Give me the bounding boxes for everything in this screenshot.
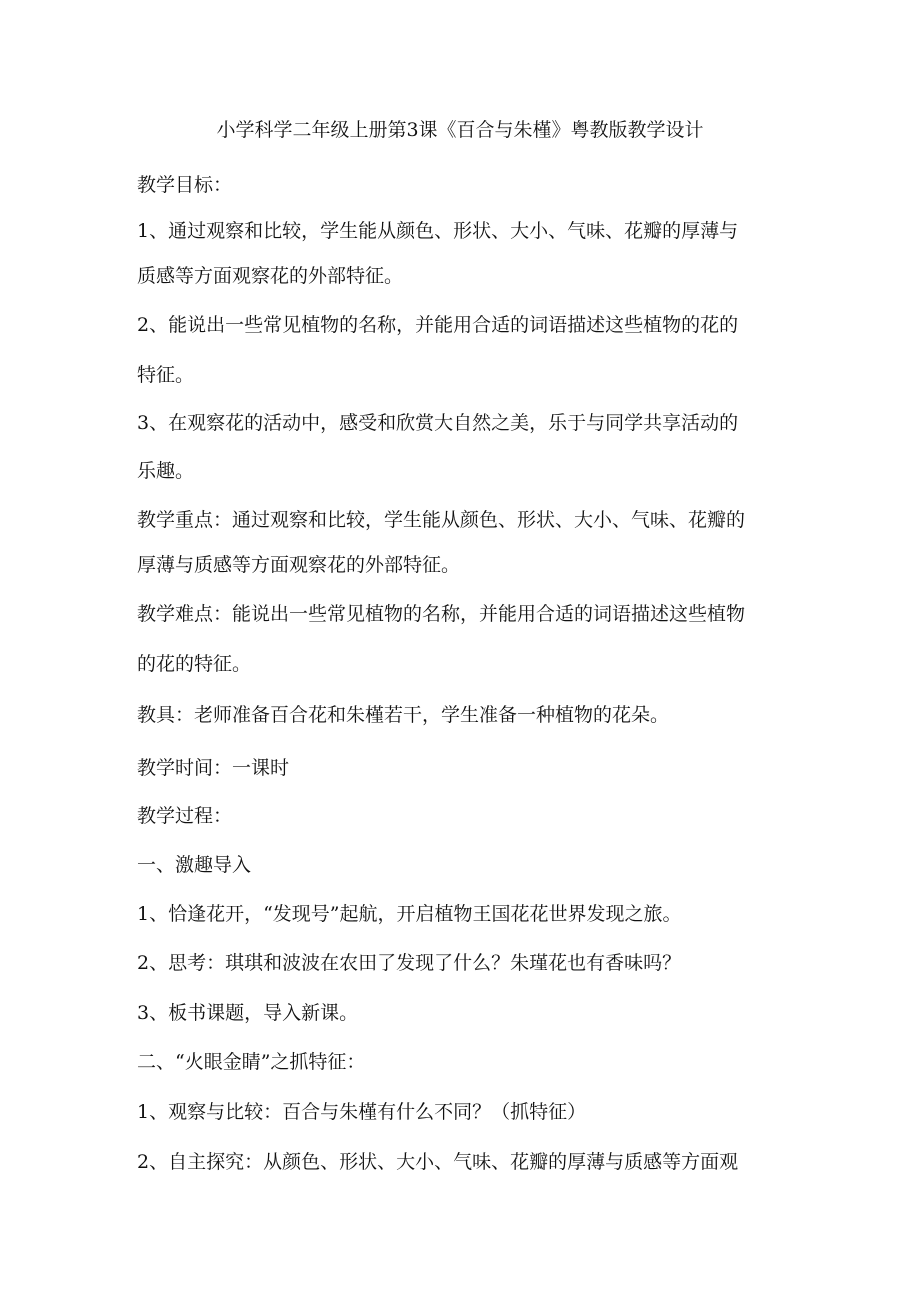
section-heading-objectives: 教学目标：: [137, 174, 233, 196]
part-1-step-3: 3、板书课题，导入新课。: [137, 1002, 359, 1024]
teaching-time-line: 教学时间：一课时: [137, 757, 290, 779]
objective-2-line-1: 2、能说出一些常见植物的名称，并能用合适的词语描述这些植物的花的: [137, 314, 739, 336]
difficulty-line-2: 的花的特征。: [137, 653, 252, 675]
document-title: 小学科学二年级上册第3课《百合与朱槿》粤教版教学设计: [216, 119, 704, 141]
objective-3-line-2: 乐趣。: [137, 460, 195, 482]
objective-3-line-1: 3、在观察花的活动中，感受和欣赏大自然之美，乐于与同学共享活动的: [137, 412, 739, 434]
key-point-line-1: 教学重点：通过观察和比较，学生能从颜色、形状、大小、气味、花瓣的: [137, 509, 746, 531]
objective-1-line-2: 质感等方面观察花的外部特征。: [137, 265, 404, 287]
objective-1-line-1: 1、通过观察和比较，学生能从颜色、形状、大小、气味、花瓣的厚薄与: [137, 220, 739, 242]
objective-2-line-2: 特征。: [137, 364, 195, 386]
part-1-step-2: 2、思考：琪琪和波波在农田了发现了什么？朱瑾花也有香味吗？: [137, 952, 682, 974]
part-2-step-1: 1、观察与比较：百合与朱槿有什么不同？（抓特征）: [137, 1101, 587, 1123]
part-2-heading: 二、“火眼金睛”之抓特征：: [137, 1051, 366, 1073]
section-heading-process: 教学过程：: [137, 805, 233, 827]
part-1-step-1: 1、恰逢花开，“发现号”起航，开启植物王国花花世界发现之旅。: [137, 903, 682, 925]
part-2-step-2: 2、自主探究：从颜色、形状、大小、气味、花瓣的厚薄与质感等方面观: [137, 1151, 739, 1173]
difficulty-line-1: 教学难点：能说出一些常见植物的名称，并能用合适的词语描述这些植物: [137, 603, 746, 625]
key-point-line-2: 厚薄与质感等方面观察花的外部特征。: [137, 554, 461, 576]
part-1-heading: 一、激趣导入: [137, 854, 252, 876]
teaching-aids-line: 教具：老师准备百合花和朱槿若干，学生准备一种植物的花朵。: [137, 704, 670, 726]
